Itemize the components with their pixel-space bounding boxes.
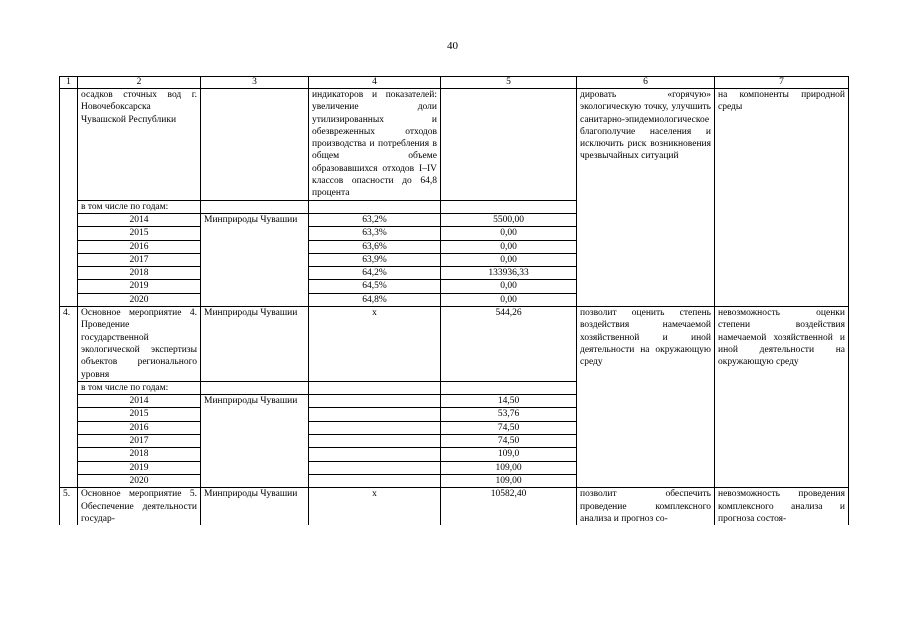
indicator-cell — [309, 395, 441, 408]
empty-cell — [201, 200, 309, 213]
amount-cell: 109,00 — [441, 474, 577, 487]
amount-cell — [441, 89, 577, 201]
indicator-cell: 63,9% — [309, 253, 441, 266]
responsible-cell: Минприроды Чувашии — [201, 213, 309, 306]
by-year-label: в том числе по годам: — [78, 200, 201, 213]
column-numbers-row — [60, 77, 849, 89]
consequence-text: невозможность оценки степени воздействия намечаемой хозяйственной и иной деятельности на окружающую среду — [715, 307, 849, 488]
indicator-cell — [309, 474, 441, 487]
empty-cell — [309, 200, 441, 213]
indicator-cell — [309, 421, 441, 434]
by-year-label: в том числе по годам: — [78, 381, 201, 394]
responsible-cell: Минприроды Чувашии — [201, 395, 309, 488]
indicator-cell: 64,2% — [309, 267, 441, 280]
indicator-cell — [309, 461, 441, 474]
column-number: 6 — [577, 77, 715, 89]
indicator-cell — [309, 408, 441, 421]
amount-cell: 0,00 — [441, 227, 577, 240]
empty-cell — [201, 381, 309, 394]
amount-cell: 133936,33 — [441, 267, 577, 280]
amount-value: 10582,40 — [441, 488, 577, 525]
measure-row-5 — [60, 488, 849, 525]
consequence-text-cont: на компоненты природной среды — [715, 89, 849, 307]
page-number: 40 — [447, 40, 458, 52]
year-cell: 2019 — [78, 461, 201, 474]
consequence-text: невозможность проведения комплексного анализа и прогноза состоя- — [715, 488, 849, 525]
amount-cell: 14,50 — [441, 395, 577, 408]
indicator-cell: 63,6% — [309, 240, 441, 253]
measure-row-4 — [60, 307, 849, 382]
amount-cell: 0,00 — [441, 280, 577, 293]
empty-cell — [441, 200, 577, 213]
year-cell: 2014 — [78, 395, 201, 408]
column-number: 5 — [441, 77, 577, 89]
year-cell: 2018 — [78, 267, 201, 280]
year-cell: 2014 — [78, 213, 201, 226]
year-cell: 2017 — [78, 435, 201, 448]
row-number: 5. — [60, 488, 78, 525]
year-cell: 2018 — [78, 448, 201, 461]
responsible: Минприроды Чувашии — [201, 488, 309, 525]
row-number: 4. — [60, 307, 78, 488]
year-cell: 2016 — [78, 421, 201, 434]
amount-cell: 109,00 — [441, 461, 577, 474]
indicator-cell: 63,3% — [309, 227, 441, 240]
year-cell: 2020 — [78, 474, 201, 487]
year-cell: 2015 — [78, 408, 201, 421]
measures-table — [59, 76, 849, 525]
amount-cell: 74,50 — [441, 435, 577, 448]
indicator-text-cont: индикаторов и показателей: увеличение доли утилизированных и обезвреженных отходов производства и потребления в общем объеме образовавшихся отходов I–IV классов опасности до 64,8 процента — [309, 89, 441, 201]
year-cell: 2017 — [78, 253, 201, 266]
result-text: позволит обеспечить проведение комплексного анализа и прогноз со- — [577, 488, 715, 525]
indicator-cell — [309, 435, 441, 448]
measure-title: Основное мероприятие 4. Проведение государственной экологической экспертизы объектов регионального уровня — [78, 307, 201, 382]
row-number-cell — [60, 89, 78, 307]
amount-value: 544,26 — [441, 307, 577, 382]
result-text-cont: дировать «горячую» экологическую точку, улучшить санитарно-эпидемиологическое благополучие населения и исключить риск возникновения чрезвычайных ситуаций — [577, 89, 715, 307]
indicator-cell: 63,2% — [309, 213, 441, 226]
column-number: 2 — [78, 77, 201, 89]
amount-cell: 74,50 — [441, 421, 577, 434]
amount-cell: 109,0 — [441, 448, 577, 461]
column-number: 3 — [201, 77, 309, 89]
column-number: 4 — [309, 77, 441, 89]
indicator-value: x — [309, 307, 441, 382]
continued-row — [60, 89, 849, 201]
amount-cell: 0,00 — [441, 240, 577, 253]
indicator-value: x — [309, 488, 441, 525]
empty-cell — [309, 381, 441, 394]
result-text: позволит оценить степень воздействия намечаемой хозяйственной и иной деятельности на окружающую среду — [577, 307, 715, 488]
amount-cell: 0,00 — [441, 253, 577, 266]
column-number: 1 — [60, 77, 78, 89]
year-cell: 2020 — [78, 293, 201, 306]
amount-cell: 5500,00 — [441, 213, 577, 226]
amount-cell: 0,00 — [441, 293, 577, 306]
measure-name-cont: осадков сточных вод г. Новочебоксарска Чувашской Республики — [78, 89, 201, 201]
year-cell: 2016 — [78, 240, 201, 253]
measure-title: Основное мероприятие 5. Обеспечение деятельности государ- — [78, 488, 201, 525]
empty-cell — [441, 381, 577, 394]
indicator-cell — [309, 448, 441, 461]
indicator-cell: 64,5% — [309, 280, 441, 293]
responsible-cell — [201, 89, 309, 201]
year-cell: 2019 — [78, 280, 201, 293]
year-cell: 2015 — [78, 227, 201, 240]
amount-cell: 53,76 — [441, 408, 577, 421]
column-number: 7 — [715, 77, 849, 89]
responsible: Минприроды Чувашии — [201, 307, 309, 382]
indicator-cell: 64,8% — [309, 293, 441, 306]
